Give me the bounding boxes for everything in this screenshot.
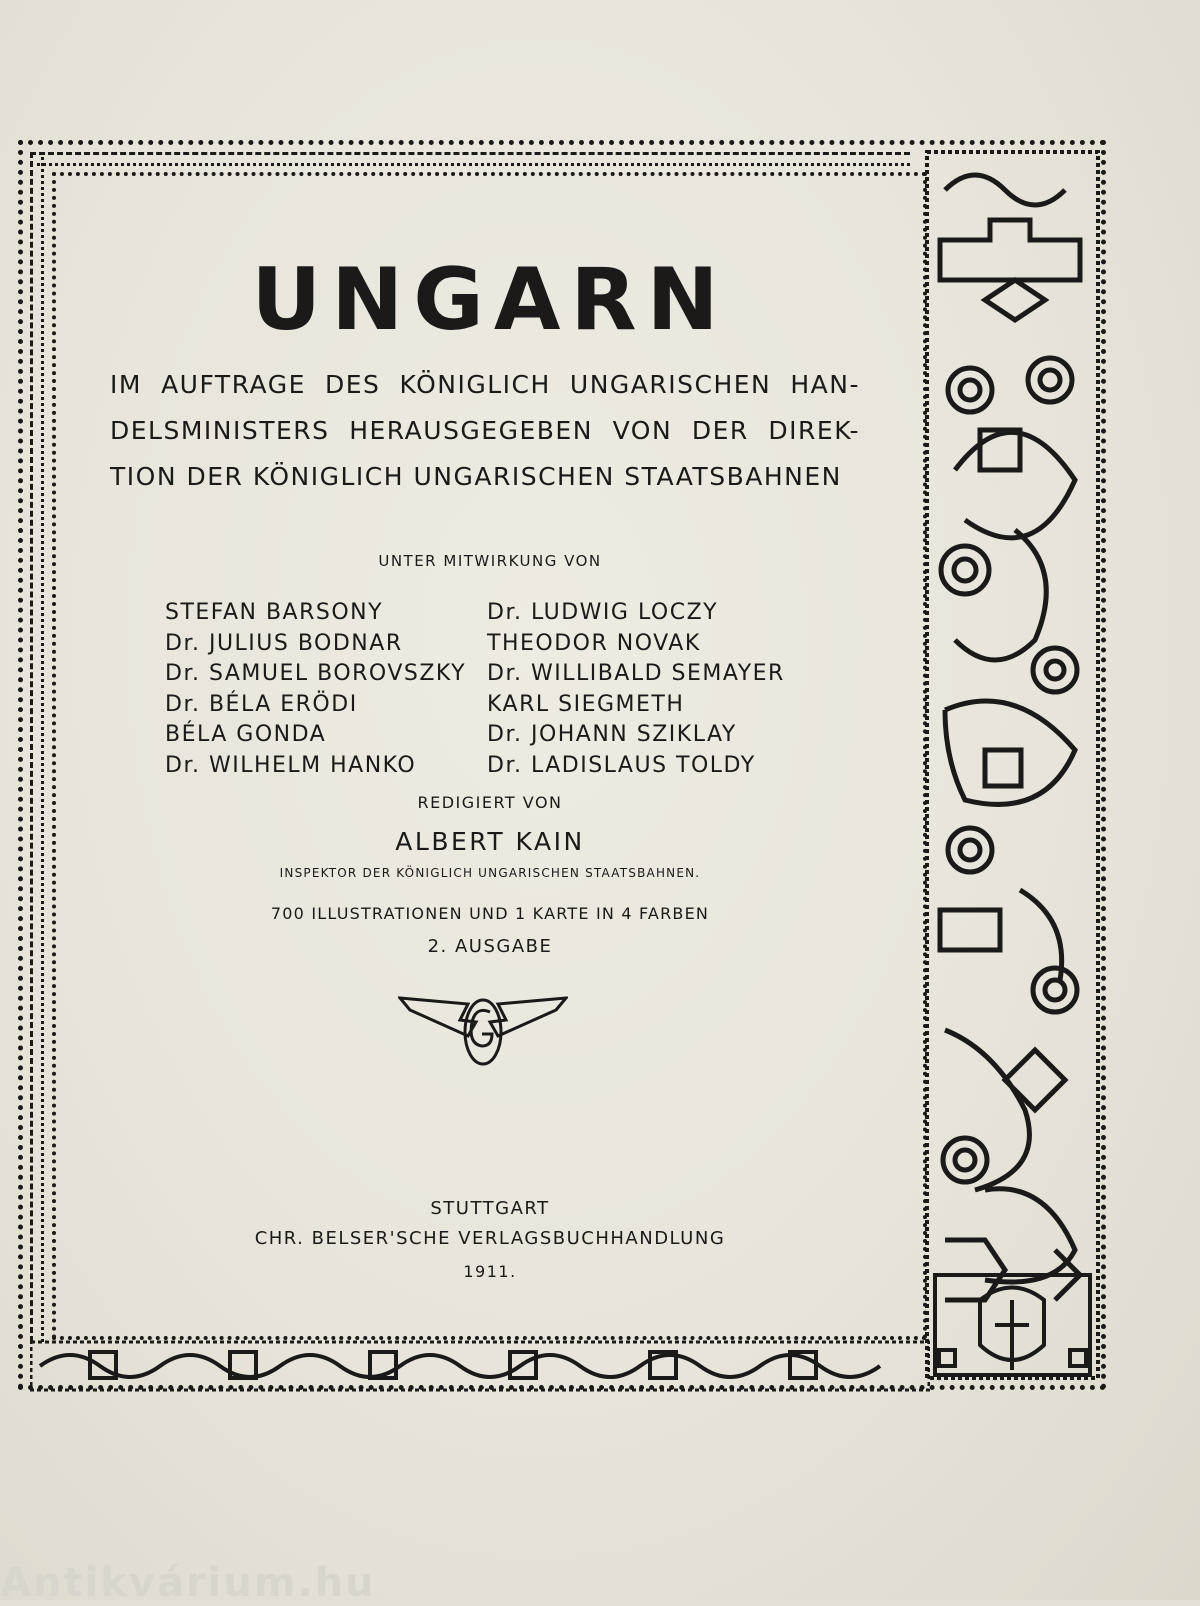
subtitle-line-1: IM AUFTRAGE DES KÖNIGLICH UNGARISCHEN HAN- bbox=[110, 370, 860, 399]
contributor-name: Dr. SAMUEL BOROVSZKY bbox=[165, 661, 467, 686]
folk-ornament-column bbox=[925, 150, 1100, 1380]
editor-name: ALBERT KAIN bbox=[395, 827, 585, 856]
publication-year: 1911. bbox=[463, 1262, 517, 1281]
watermark: Antikvárium.hu bbox=[0, 1560, 376, 1606]
contributor-name: Dr. LADISLAUS TOLDY bbox=[487, 752, 756, 778]
publication-city: STUTTGART bbox=[430, 1198, 550, 1219]
illustrations-note: 700 ILLUSTRATIONEN UND 1 KARTE IN 4 FARBEN bbox=[270, 904, 710, 923]
collaboration-label: UNTER MITWIRKUNG VON bbox=[378, 552, 602, 570]
contributor-name: BÉLA GONDA bbox=[165, 722, 327, 747]
left-zigzag-border bbox=[30, 152, 44, 1342]
contributor-name: Dr. JOHANN SZIKLAY bbox=[487, 722, 737, 747]
contributor-list bbox=[165, 598, 865, 781]
edited-by-label: REDIGIERT VON bbox=[417, 793, 563, 812]
publisher-winged-logo-icon bbox=[398, 990, 568, 1070]
contributor-name: STEFAN BARSONY bbox=[165, 600, 384, 625]
contributor-name: Dr. JULIUS BODNAR bbox=[165, 630, 403, 656]
contributor-name: Dr. WILHELM HANKO bbox=[165, 752, 417, 778]
contributor-name: Dr. WILLIBALD SEMAYER bbox=[487, 661, 785, 686]
book-title: UNGARN bbox=[251, 250, 729, 350]
publisher-name: CHR. BELSER'SCHE VERLAGSBUCHHANDLUNG bbox=[254, 1228, 726, 1249]
contributor-column-right bbox=[487, 598, 847, 781]
subtitle-line-2: DELSMINISTERS HERAUSGEGEBEN VON DER DIREK- bbox=[110, 416, 860, 445]
folk-ornament-band bbox=[30, 1340, 930, 1392]
contributor-name: KARL SIEGMETH bbox=[487, 691, 685, 717]
edition-label: 2. AUSGABE bbox=[427, 936, 553, 957]
contributor-column-left bbox=[165, 598, 487, 781]
contributor-name: THEODOR NOVAK bbox=[487, 630, 701, 656]
contributor-name: Dr. BÉLA ERÖDI bbox=[165, 691, 358, 717]
contributor-name: Dr. LUDWIG LOCZY bbox=[487, 600, 719, 625]
editor-role: INSPEKTOR DER KÖNIGLICH UNGARISCHEN STAATSBAHNEN. bbox=[279, 866, 701, 880]
subtitle-line-3: TION DER KÖNIGLICH UNGARISCHEN STAATSBAHNEN bbox=[110, 462, 842, 491]
top-zigzag-border bbox=[30, 152, 910, 166]
